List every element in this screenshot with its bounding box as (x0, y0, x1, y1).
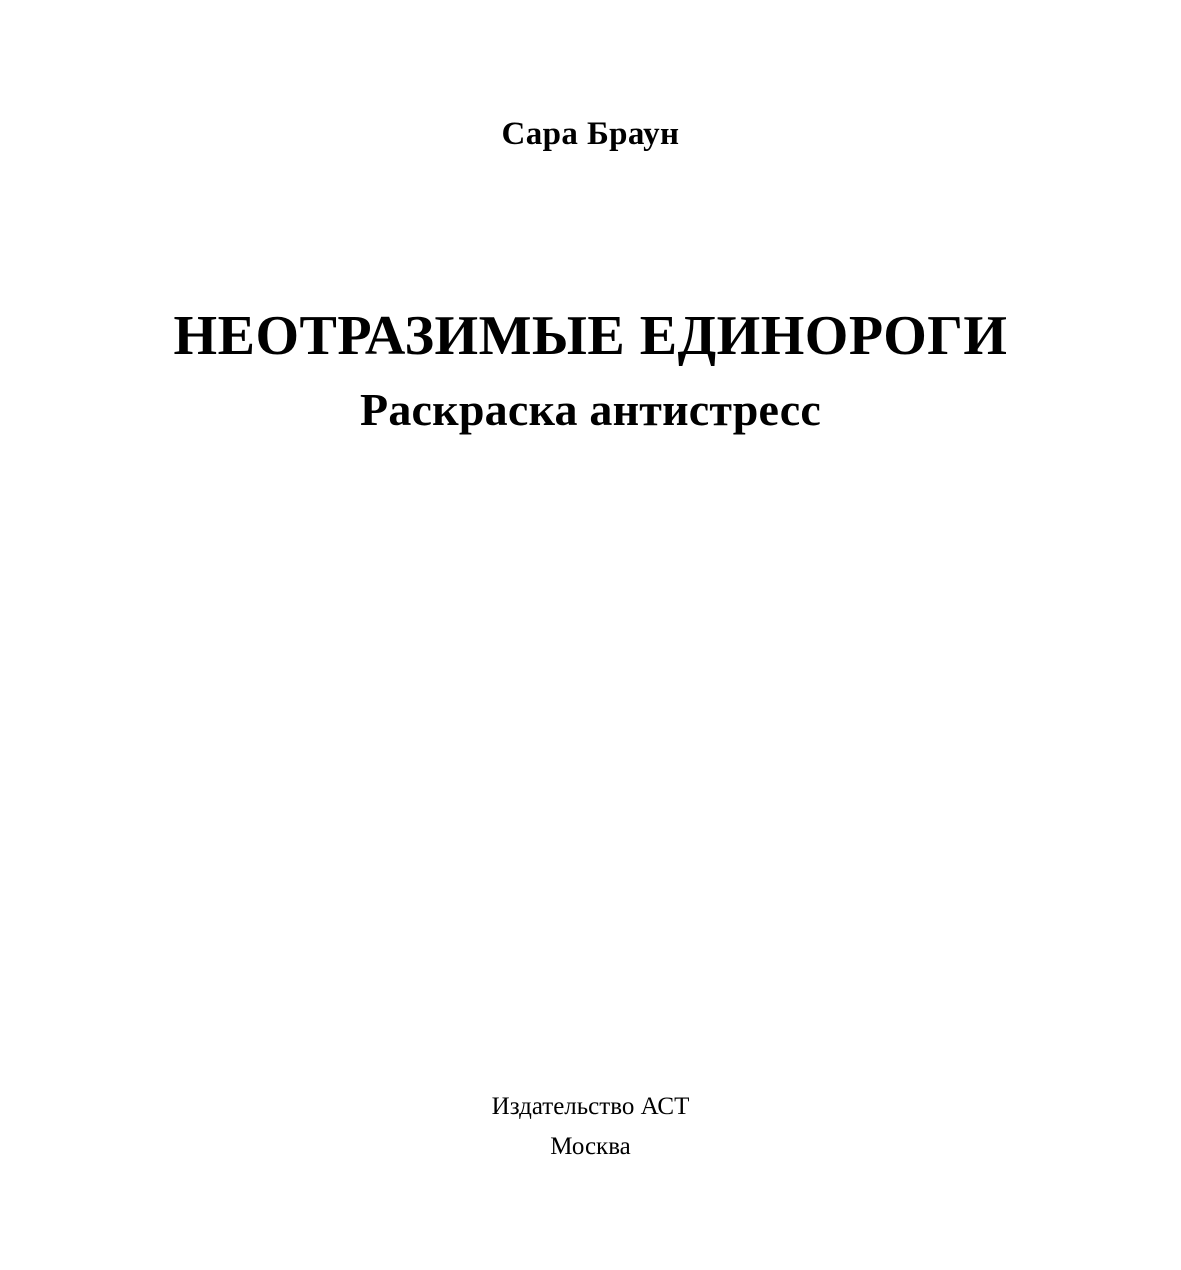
imprint-block (0, 1090, 1181, 1164)
publisher-name: Издательство АСТ (491, 1093, 690, 1120)
publisher-city: Москва (550, 1132, 631, 1160)
book-subtitle: Раскраска антистресс (360, 383, 821, 435)
author-name: Сара Браун (501, 116, 680, 152)
book-title: НЕОТРАЗИМЫЕ ЕДИНОРОГИ (173, 305, 1008, 367)
title-block (0, 305, 1181, 437)
